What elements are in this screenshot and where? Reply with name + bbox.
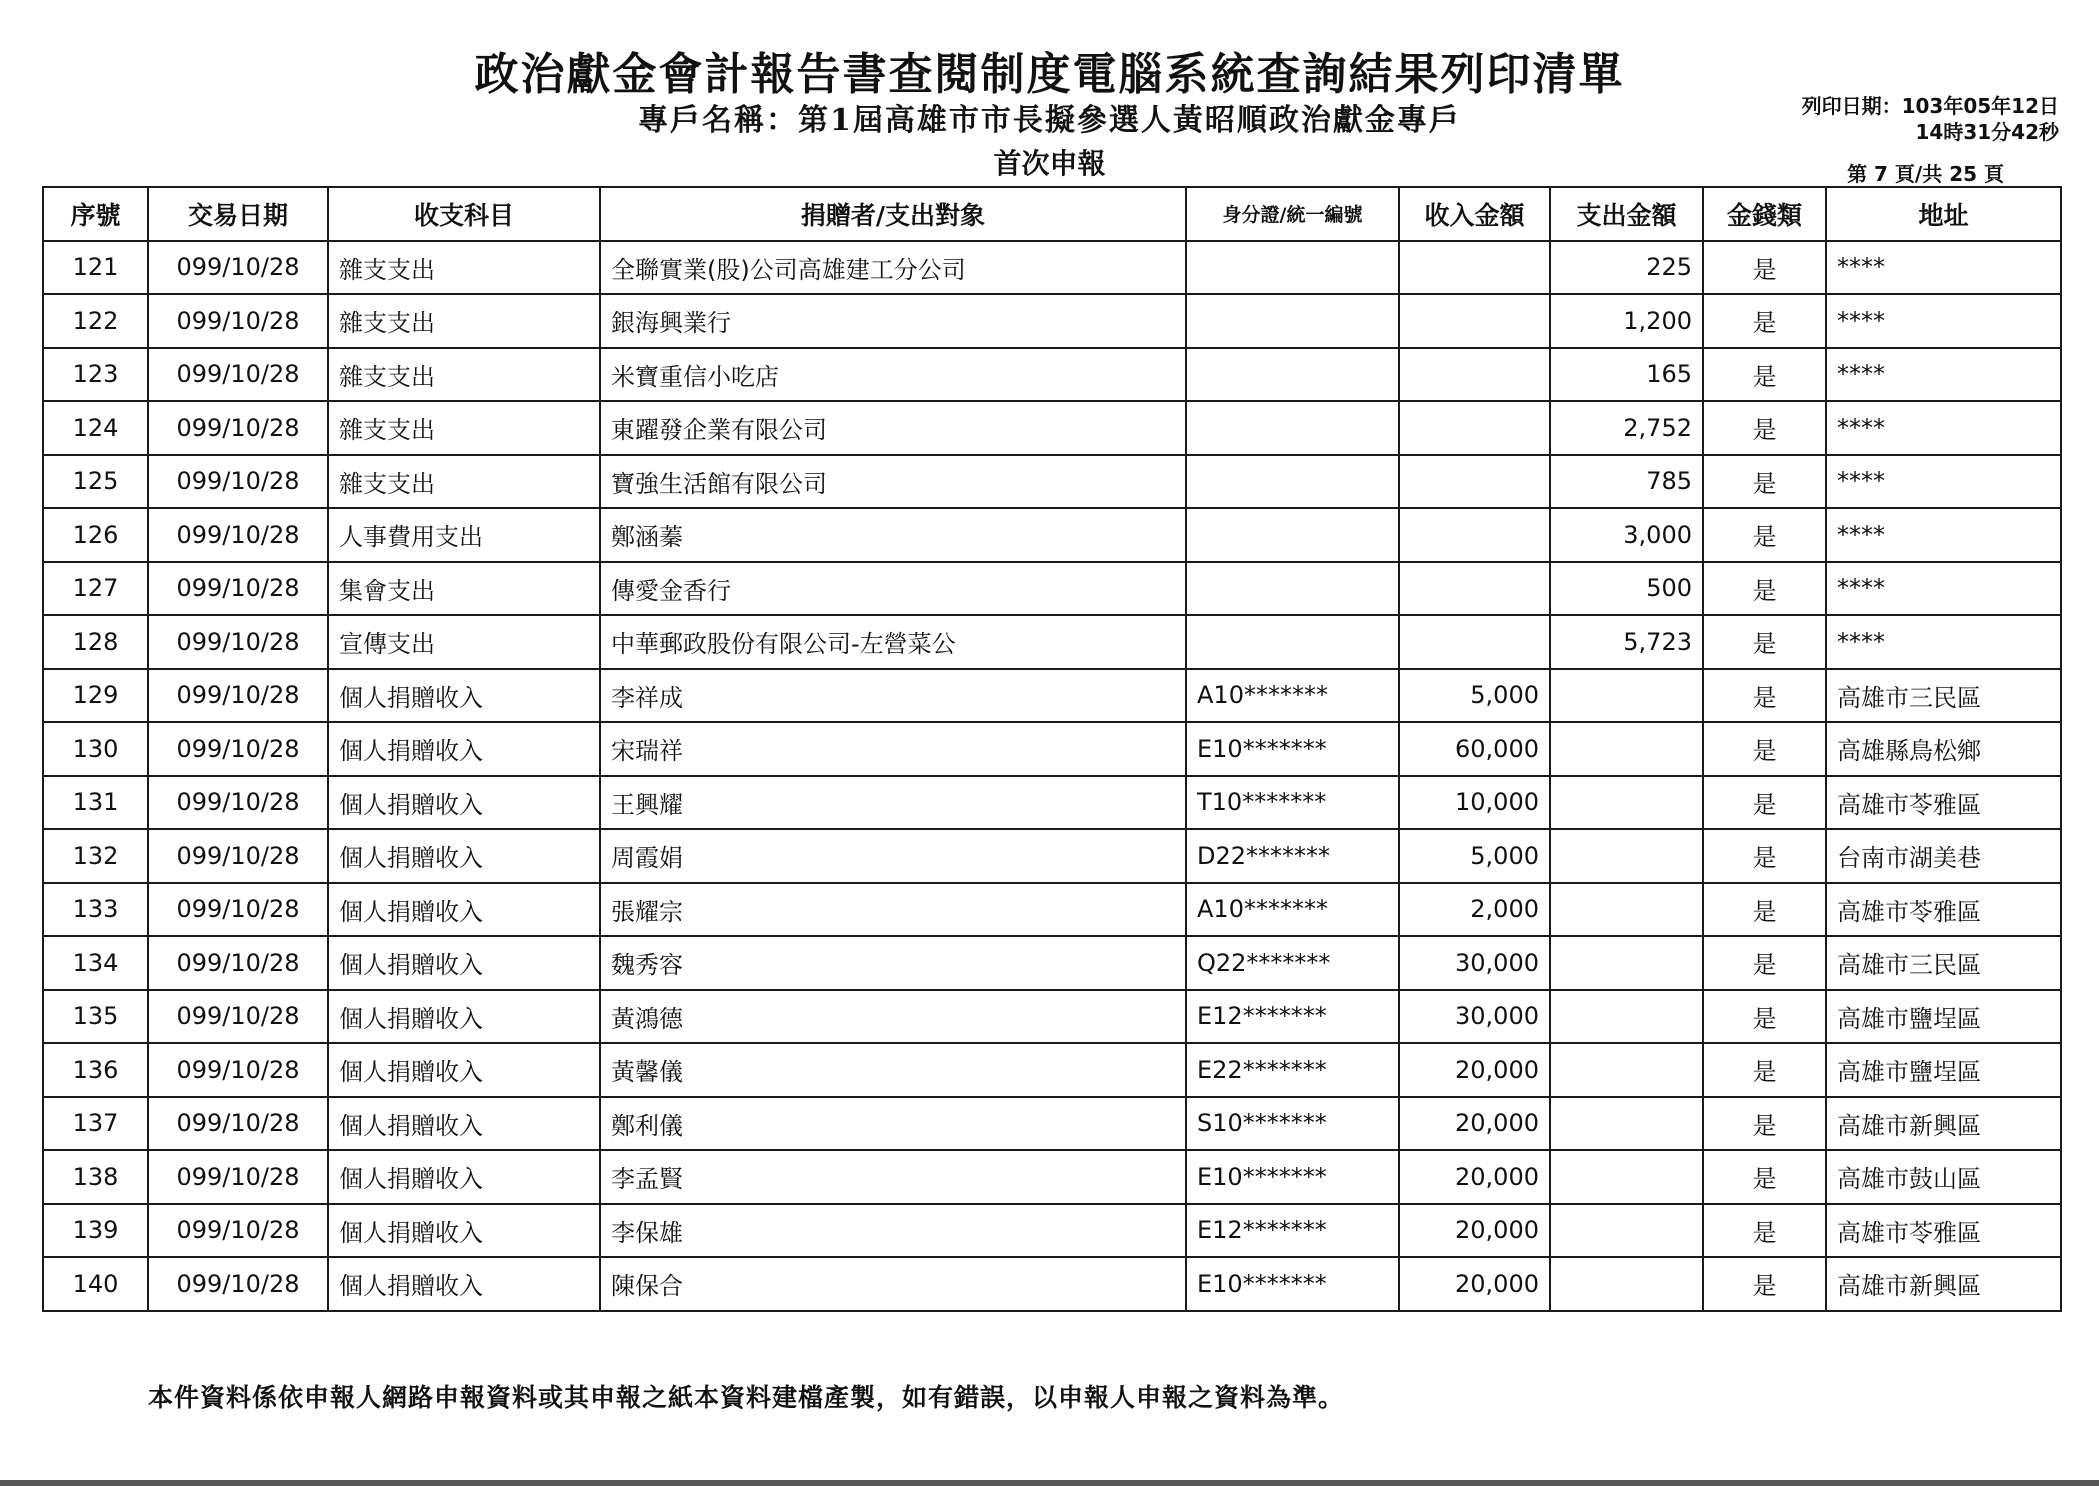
cell-expense: 785 — [1550, 455, 1703, 509]
cell-cash: 是 — [1703, 562, 1826, 616]
cell-expense: 1,200 — [1550, 294, 1703, 348]
cell-serial: 124 — [43, 401, 148, 455]
cell-date: 099/10/28 — [148, 722, 328, 776]
cell-address: 高雄市苓雅區 — [1826, 883, 2061, 937]
cell-cash: 是 — [1703, 1043, 1826, 1097]
scan-edge-band — [0, 1480, 2099, 1486]
cell-income: 20,000 — [1399, 1150, 1550, 1204]
cell-date: 099/10/28 — [148, 401, 328, 455]
cell-cash: 是 — [1703, 1097, 1826, 1151]
cell-id — [1186, 615, 1399, 669]
cell-id — [1186, 348, 1399, 402]
cell-income — [1399, 401, 1550, 455]
cell-cash: 是 — [1703, 455, 1826, 509]
cell-date: 099/10/28 — [148, 829, 328, 883]
table-row — [43, 1204, 2061, 1258]
cell-cash: 是 — [1703, 1257, 1826, 1311]
cell-date: 099/10/28 — [148, 615, 328, 669]
cell-date: 099/10/28 — [148, 294, 328, 348]
table-row — [43, 669, 2061, 723]
cell-serial: 136 — [43, 1043, 148, 1097]
cell-address: **** — [1826, 294, 2061, 348]
cell-id: E10******* — [1186, 1257, 1399, 1311]
cell-serial: 133 — [43, 883, 148, 937]
cell-party: 鄭利儀 — [600, 1097, 1186, 1151]
cell-date: 099/10/28 — [148, 508, 328, 562]
cell-date: 099/10/28 — [148, 883, 328, 937]
cell-cash: 是 — [1703, 722, 1826, 776]
cell-address: **** — [1826, 401, 2061, 455]
cell-party: 全聯實業(股)公司高雄建工分公司 — [600, 241, 1186, 295]
cell-category: 集會支出 — [328, 562, 600, 616]
cell-date: 099/10/28 — [148, 1204, 328, 1258]
column-header-id: 身分證/統一編號 — [1186, 187, 1399, 241]
cell-address: 高雄縣鳥松鄉 — [1826, 722, 2061, 776]
cell-serial: 129 — [43, 669, 148, 723]
print-time: 14時31分42秒 — [1915, 120, 2059, 144]
cell-date: 099/10/28 — [148, 990, 328, 1044]
table-row — [43, 990, 2061, 1044]
cell-category: 雜支支出 — [328, 455, 600, 509]
cell-address: **** — [1826, 241, 2061, 295]
cell-date: 099/10/28 — [148, 348, 328, 402]
cell-serial: 126 — [43, 508, 148, 562]
cell-cash: 是 — [1703, 669, 1826, 723]
cell-party: 王興耀 — [600, 776, 1186, 830]
cell-income — [1399, 615, 1550, 669]
cell-date: 099/10/28 — [148, 936, 328, 990]
cell-id: Q22******* — [1186, 936, 1399, 990]
cell-date: 099/10/28 — [148, 1043, 328, 1097]
cell-category: 雜支支出 — [328, 241, 600, 295]
cell-date: 099/10/28 — [148, 562, 328, 616]
cell-serial: 122 — [43, 294, 148, 348]
cell-cash: 是 — [1703, 348, 1826, 402]
cell-expense — [1550, 669, 1703, 723]
cell-id — [1186, 401, 1399, 455]
table-row — [43, 401, 2061, 455]
cell-address: **** — [1826, 562, 2061, 616]
cell-party: 米寶重信小吃店 — [600, 348, 1186, 402]
cell-id — [1186, 562, 1399, 616]
cell-serial: 127 — [43, 562, 148, 616]
cell-serial: 134 — [43, 936, 148, 990]
cell-party: 李保雄 — [600, 1204, 1186, 1258]
cell-expense — [1550, 1257, 1703, 1311]
cell-party: 鄭涵蓁 — [600, 508, 1186, 562]
cell-expense — [1550, 1043, 1703, 1097]
cell-serial: 140 — [43, 1257, 148, 1311]
cell-expense — [1550, 829, 1703, 883]
column-header-cash: 金錢類 — [1703, 187, 1826, 241]
cell-party: 黃鴻德 — [600, 990, 1186, 1044]
cell-category: 人事費用支出 — [328, 508, 600, 562]
cell-cash: 是 — [1703, 990, 1826, 1044]
cell-expense: 2,752 — [1550, 401, 1703, 455]
table-row — [43, 615, 2061, 669]
cell-expense — [1550, 1097, 1703, 1151]
cell-cash: 是 — [1703, 401, 1826, 455]
cell-address: 高雄市三民區 — [1826, 669, 2061, 723]
cell-id — [1186, 241, 1399, 295]
cell-category: 個人捐贈收入 — [328, 990, 600, 1044]
cell-cash: 是 — [1703, 1204, 1826, 1258]
account-name: 專戶名稱：第1屆高雄市市長擬參選人黃昭順政治獻金專戶 — [638, 103, 1461, 138]
column-header-address: 地址 — [1826, 187, 2061, 241]
cell-income: 20,000 — [1399, 1257, 1550, 1311]
column-header-category: 收支科目 — [328, 187, 600, 241]
cell-party: 宋瑞祥 — [600, 722, 1186, 776]
cell-serial: 135 — [43, 990, 148, 1044]
cell-serial: 128 — [43, 615, 148, 669]
cell-category: 雜支支出 — [328, 294, 600, 348]
table-row — [43, 776, 2061, 830]
cell-serial: 125 — [43, 455, 148, 509]
page-indicator: 第 7 頁/共 25 頁 — [1847, 162, 2004, 186]
table-row — [43, 508, 2061, 562]
cell-date: 099/10/28 — [148, 1257, 328, 1311]
cell-expense: 5,723 — [1550, 615, 1703, 669]
cell-category: 個人捐贈收入 — [328, 936, 600, 990]
report-title: 政治獻金會計報告書查閱制度電腦系統查詢結果列印清單 — [474, 49, 1625, 100]
cell-income: 30,000 — [1399, 936, 1550, 990]
cell-category: 個人捐贈收入 — [328, 1097, 600, 1151]
cell-id: S10******* — [1186, 1097, 1399, 1151]
cell-cash: 是 — [1703, 936, 1826, 990]
cell-serial: 138 — [43, 1150, 148, 1204]
cell-category: 個人捐贈收入 — [328, 1257, 600, 1311]
cell-date: 099/10/28 — [148, 455, 328, 509]
cell-party: 東躍發企業有限公司 — [600, 401, 1186, 455]
cell-expense: 500 — [1550, 562, 1703, 616]
cell-expense — [1550, 1204, 1703, 1258]
column-header-date: 交易日期 — [148, 187, 328, 241]
cell-category: 個人捐贈收入 — [328, 722, 600, 776]
cell-income: 2,000 — [1399, 883, 1550, 937]
cell-address: 台南市湖美巷 — [1826, 829, 2061, 883]
cell-address: 高雄市三民區 — [1826, 936, 2061, 990]
cell-date: 099/10/28 — [148, 669, 328, 723]
cell-expense — [1550, 722, 1703, 776]
cell-date: 099/10/28 — [148, 241, 328, 295]
cell-expense — [1550, 883, 1703, 937]
cell-income — [1399, 508, 1550, 562]
cell-address: **** — [1826, 508, 2061, 562]
cell-serial: 132 — [43, 829, 148, 883]
cell-party: 張耀宗 — [600, 883, 1186, 937]
cell-id — [1186, 294, 1399, 348]
cell-party: 中華郵政股份有限公司-左營菜公 — [600, 615, 1186, 669]
cell-cash: 是 — [1703, 294, 1826, 348]
table-row — [43, 883, 2061, 937]
ledger-body — [43, 241, 2061, 1311]
cell-party: 李祥成 — [600, 669, 1186, 723]
table-row — [43, 1097, 2061, 1151]
cell-id: E10******* — [1186, 1150, 1399, 1204]
cell-address: **** — [1826, 348, 2061, 402]
cell-income — [1399, 348, 1550, 402]
cell-id: E12******* — [1186, 1204, 1399, 1258]
cell-income: 5,000 — [1399, 669, 1550, 723]
cell-income: 30,000 — [1399, 990, 1550, 1044]
cell-cash: 是 — [1703, 776, 1826, 830]
cell-category: 雜支支出 — [328, 401, 600, 455]
cell-party: 銀海興業行 — [600, 294, 1186, 348]
cell-serial: 139 — [43, 1204, 148, 1258]
cell-category: 雜支支出 — [328, 348, 600, 402]
cell-party: 周霞娟 — [600, 829, 1186, 883]
cell-income: 10,000 — [1399, 776, 1550, 830]
cell-id: E12******* — [1186, 990, 1399, 1044]
table-header-row — [43, 187, 2061, 241]
cell-address: **** — [1826, 615, 2061, 669]
cell-serial: 121 — [43, 241, 148, 295]
cell-cash: 是 — [1703, 241, 1826, 295]
table-row — [43, 1043, 2061, 1097]
column-header-expense: 支出金額 — [1550, 187, 1703, 241]
table-row — [43, 562, 2061, 616]
cell-serial: 123 — [43, 348, 148, 402]
cell-address: 高雄市鹽埕區 — [1826, 990, 2061, 1044]
table-row — [43, 722, 2061, 776]
cell-id — [1186, 455, 1399, 509]
cell-income — [1399, 294, 1550, 348]
cell-id: E22******* — [1186, 1043, 1399, 1097]
cell-date: 099/10/28 — [148, 776, 328, 830]
cell-date: 099/10/28 — [148, 1150, 328, 1204]
cell-party: 寶強生活館有限公司 — [600, 455, 1186, 509]
table-row — [43, 936, 2061, 990]
cell-expense — [1550, 990, 1703, 1044]
cell-cash: 是 — [1703, 615, 1826, 669]
cell-category: 個人捐贈收入 — [328, 883, 600, 937]
cell-serial: 137 — [43, 1097, 148, 1151]
cell-date: 099/10/28 — [148, 1097, 328, 1151]
cell-category: 宣傳支出 — [328, 615, 600, 669]
cell-income: 20,000 — [1399, 1204, 1550, 1258]
cell-party: 陳保合 — [600, 1257, 1186, 1311]
cell-expense — [1550, 936, 1703, 990]
cell-address: 高雄市鹽埕區 — [1826, 1043, 2061, 1097]
ledger-table — [42, 186, 2062, 1312]
cell-expense: 3,000 — [1550, 508, 1703, 562]
cell-cash: 是 — [1703, 829, 1826, 883]
cell-income — [1399, 562, 1550, 616]
cell-party: 傳愛金香行 — [600, 562, 1186, 616]
cell-expense: 225 — [1550, 241, 1703, 295]
cell-income: 60,000 — [1399, 722, 1550, 776]
cell-party: 李孟賢 — [600, 1150, 1186, 1204]
table-row — [43, 455, 2061, 509]
cell-id — [1186, 508, 1399, 562]
cell-income — [1399, 241, 1550, 295]
cell-id: A10******* — [1186, 883, 1399, 937]
cell-address: 高雄市新興區 — [1826, 1257, 2061, 1311]
cell-category: 個人捐贈收入 — [328, 669, 600, 723]
cell-expense: 165 — [1550, 348, 1703, 402]
cell-category: 個人捐贈收入 — [328, 776, 600, 830]
cell-cash: 是 — [1703, 1150, 1826, 1204]
cell-income: 20,000 — [1399, 1097, 1550, 1151]
cell-cash: 是 — [1703, 508, 1826, 562]
cell-address: 高雄市苓雅區 — [1826, 1204, 2061, 1258]
table-row — [43, 348, 2061, 402]
column-header-party: 捐贈者/支出對象 — [600, 187, 1186, 241]
cell-category: 個人捐贈收入 — [328, 829, 600, 883]
table-row — [43, 294, 2061, 348]
cell-address: 高雄市鼓山區 — [1826, 1150, 2061, 1204]
report-subtitle: 首次申報 — [993, 147, 1106, 180]
cell-income: 20,000 — [1399, 1043, 1550, 1097]
table-row — [43, 1150, 2061, 1204]
cell-cash: 是 — [1703, 883, 1826, 937]
cell-expense — [1550, 1150, 1703, 1204]
cell-category: 個人捐贈收入 — [328, 1150, 600, 1204]
cell-id: E10******* — [1186, 722, 1399, 776]
cell-id: A10******* — [1186, 669, 1399, 723]
cell-serial: 131 — [43, 776, 148, 830]
cell-income: 5,000 — [1399, 829, 1550, 883]
print-date: 列印日期：103年05年12日 — [1801, 94, 2059, 118]
cell-address: 高雄市苓雅區 — [1826, 776, 2061, 830]
column-header-income: 收入金額 — [1399, 187, 1550, 241]
cell-party: 魏秀容 — [600, 936, 1186, 990]
cell-party: 黃馨儀 — [600, 1043, 1186, 1097]
cell-id: T10******* — [1186, 776, 1399, 830]
cell-category: 個人捐贈收入 — [328, 1043, 600, 1097]
cell-expense — [1550, 776, 1703, 830]
cell-serial: 130 — [43, 722, 148, 776]
footer-note: 本件資料係依申報人網路申報資料或其申報之紙本資料建檔產製，如有錯誤，以申報人申報之資料為準。 — [148, 1383, 1345, 1412]
cell-id: D22******* — [1186, 829, 1399, 883]
cell-income — [1399, 455, 1550, 509]
column-header-serial: 序號 — [43, 187, 148, 241]
table-row — [43, 1257, 2061, 1311]
cell-address: **** — [1826, 455, 2061, 509]
cell-address: 高雄市新興區 — [1826, 1097, 2061, 1151]
table-row — [43, 241, 2061, 295]
cell-category: 個人捐贈收入 — [328, 1204, 600, 1258]
table-row — [43, 829, 2061, 883]
